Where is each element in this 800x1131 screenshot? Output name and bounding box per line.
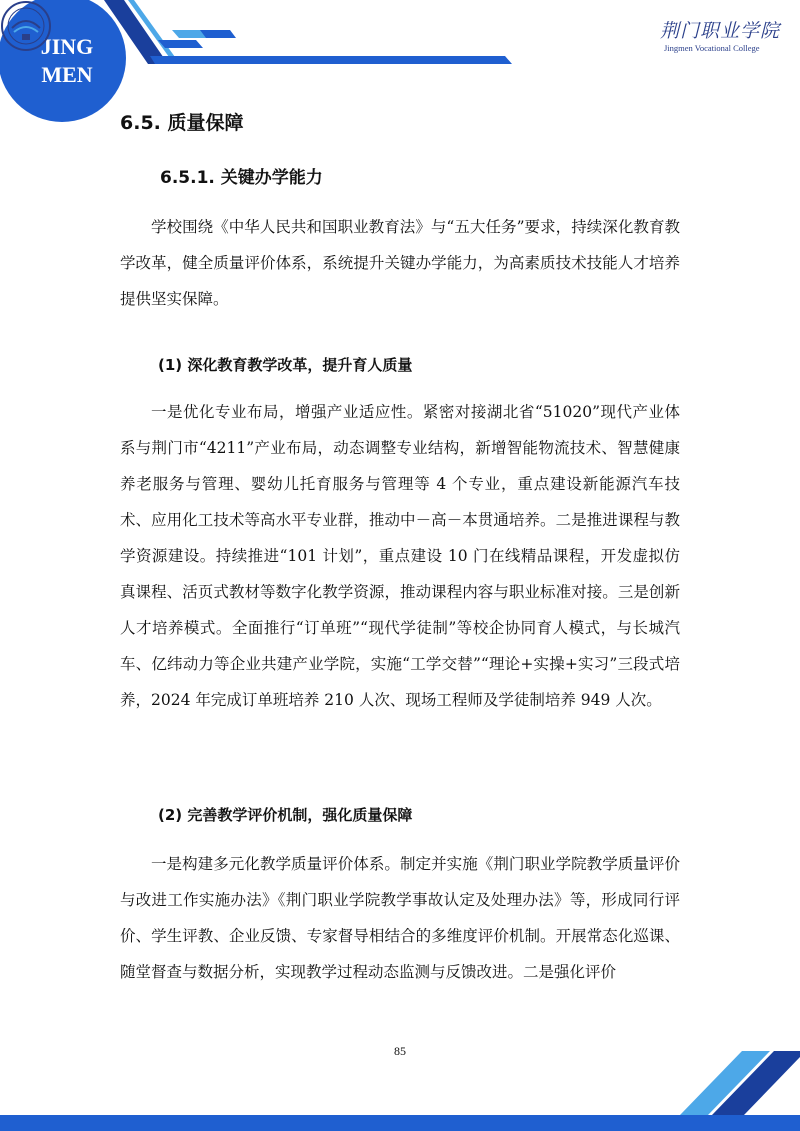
school-emblem-icon [0,0,52,52]
footer-bar [0,1115,800,1131]
footer-decoration [0,1051,800,1131]
logo-line-1: JING [40,34,94,59]
school-name-en: Jingmen Vocational College [664,43,760,53]
header-chevron [158,40,203,48]
item-2-body: 一是构建多元化教学质量评价体系。制定并实施《荆门职业学院教学质量评价与改进工作实施办法》《荆门职业学院教学事故认定及处理办法》等，形成同行评价、学生评教、企业反馈、专家督导相结合的多维度评价机制。开展常态化巡课、随堂督查与数据分析，实现教学过程动态监测与反馈改进。二是强化评价 [120,855,680,981]
header-chevron [200,30,236,38]
item-1-title: (1) 深化教育教学改革，提升育人质量 [158,356,413,374]
subsection-heading: 6.5.1. 关键办学能力 [160,168,323,188]
section-heading: 6.5. 质量保障 [120,112,244,134]
page-number: 85 [394,1044,406,1058]
school-name-cn: 荆门职业学院 [660,20,781,42]
logo-line-2: MEN [41,62,93,87]
header-bar [150,56,512,64]
item-1-body: 一是优化专业布局，增强产业适应性。紧密对接湖北省“51020”现代产业体系与荆门市“4211”产业布局，动态调整专业结构，新增智能物流技术、智慧健康养老服务与管理、婴幼儿托育服务与管理等 4 个专业，重点建设新能源汽车技术、应用化工技术等高水平专业群，推动中－高－本贯通培养。二是推进课程与教学资源建设。持续推进“101 计划”，重点建设 10 门在线精品课程，开发虚拟仿真课程、活页式教材等数字化教学资源，推动课程内容与职业标准对接。三是创新人才培养模式。全面推行“订单班”“现代学徒制”等校企协同育人模式，与长城汽车、亿纬动力等企业共建产业学院，实施“工学交替”“理论+实操+实习”三段式培养，2024 年完成订单班培养 210 人次、现场工程师及学徒制培养 949 人次。 [120,403,680,709]
page-footer [0,1051,800,1131]
intro-paragraph: 学校围绕《中华人民共和国职业教育法》与“五大任务”要求，持续深化教育教学改革，健全质量评价体系，系统提升关键办学能力，为高素质技术技能人才培养提供坚实保障。 [120,218,680,308]
item-2-title: (2) 完善教学评价机制，强化质量保障 [158,806,413,824]
